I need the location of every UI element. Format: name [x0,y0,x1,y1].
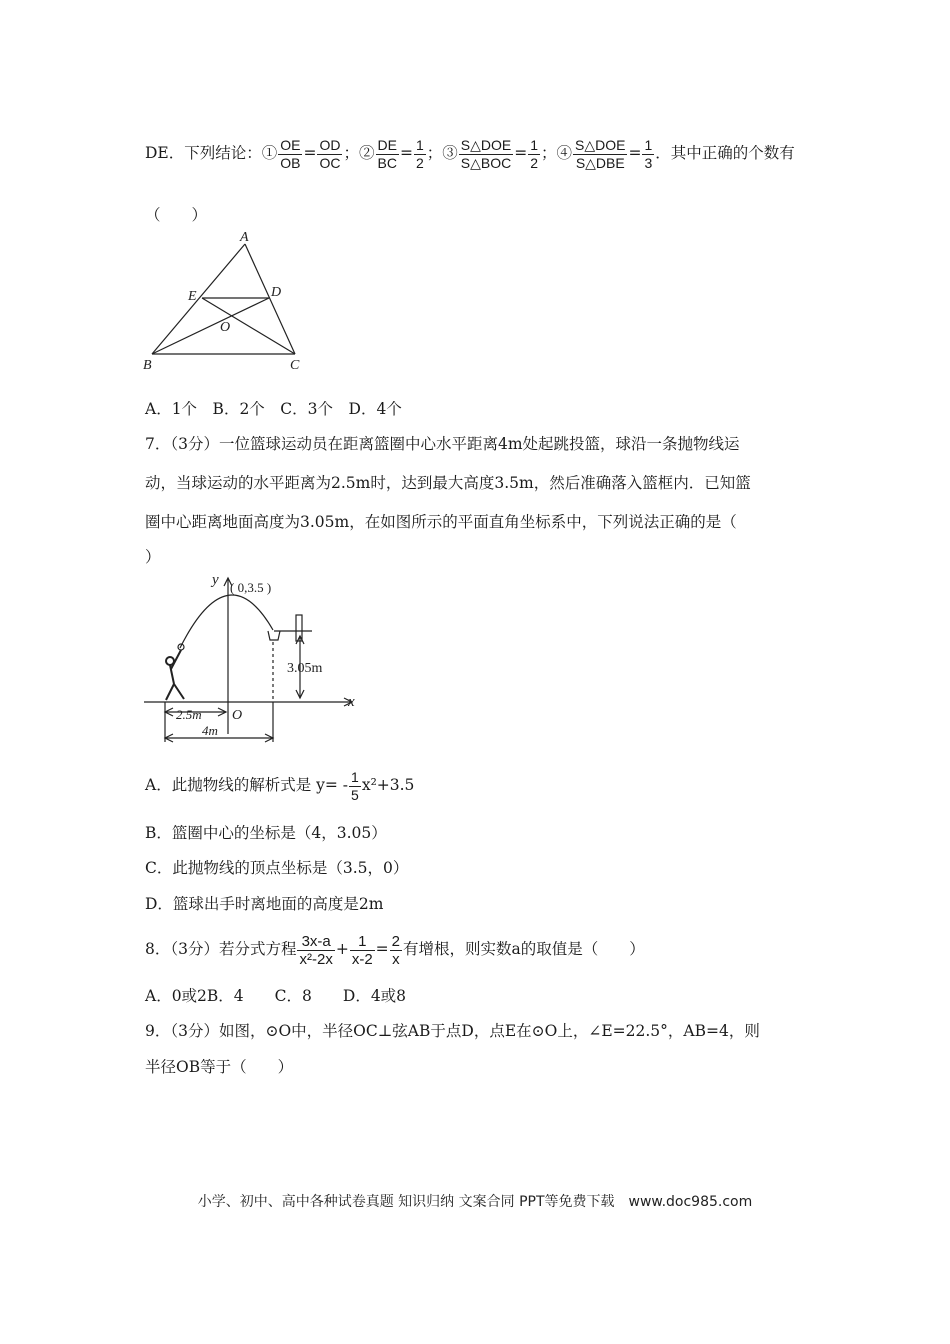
c3-left-fraction: $\frac{\text{S△DOE}}{\text{S△BOC}}$ [460,136,512,171]
label-e: E [188,289,197,304]
q6-conclusions: DE．下列结论：① $\frac{OE}{OB}$ = $\frac{OD}{OC}$ ；② $\frac{DE}{BC}$ = $\frac{1}{2}$ ；③ $\frac{\text{S△DOE}}{\text{S△BOC}}$ = $\frac{1}{2}$ ；④ $\frac{\text{S△DOE}}{\text{S△DBE}}$ = $\frac{1}{3}$ ．其中正确的个数有 [145,136,795,171]
segment-ce [202,298,295,354]
c4-left-fraction: $\frac{\text{S△DOE}}{\text{S△DBE}}$ [575,136,626,171]
label-vertex: ( 0,3.5 ) [230,580,272,595]
label-height: 3.05m [287,661,323,676]
label-origin: O [232,708,243,723]
q9-line2: 半径OB等于（ ） [145,1058,294,1076]
q7-option-c: C．此抛物线的顶点坐标是（3.5，0） [145,859,409,877]
q7-line3: 圈中心距离地面高度为3.05m，在如图所示的平面直角坐标系中，下列说法正确的是（ [145,513,737,531]
c3-right-fraction: $\frac{1}{2}$ [530,136,539,171]
side-ac [245,244,295,354]
q8-fraction-3: $\frac{2}{x}$ [391,932,401,968]
segment-bd [152,298,269,354]
label-d: D [271,285,282,300]
q8-stem: 8．（3分）若分式方程 $\frac{3x-a}{\text{x²-2x}}$ + $\frac{1}{x-2}$ = $\frac{2}{x}$ 有增根，则实数a的取值是（ ） [145,932,645,968]
label-a: A [240,232,249,245]
q6-lead: DE．下列结论：① [145,144,278,162]
parabola-curve [180,595,273,648]
c1-left-fraction: $\frac{OE}{OB}$ [280,136,301,171]
q8-fraction-1: $\frac{3x-a}{\text{x²-2x}}$ [299,932,333,968]
triangle-figure [140,232,315,372]
q8-fraction-2: $\frac{1}{x-2}$ [351,932,373,968]
q7-option-d: D．篮球出手时离地面的高度是2m [145,895,384,913]
label-x: x [348,694,355,710]
label-dist-2-5m: 2.5m [176,707,202,722]
hoop-net [268,631,280,640]
label-o: O [220,320,231,335]
q7-option-b: B．篮圈中心的坐标是（4，3.05） [145,824,387,842]
q7-line2: 动，当球运动的水平距离为2.5m时，达到最大高度3.5m，然后准确落入篮框内．已知篮 [145,474,751,492]
q8-options: A．0或2B．4 C．8 D．4或8 [145,987,407,1005]
c2-right-fraction: $\frac{1}{2}$ [415,136,424,171]
q6-tail: ．其中正确的个数有 [655,144,795,162]
side-ab [152,244,245,354]
label-y: y [212,572,219,588]
q9-line1: 9．（3分）如图，⊙O中，半径OC⊥弦AB于点D，点E在⊙O上，∠E=22.5°，AB=4，则 [145,1022,760,1040]
label-c: C [290,358,300,372]
player-icon [166,650,184,700]
basketball-figure [140,570,370,748]
q7-line1: 7．（3分）一位篮球运动员在距离篮圈中心水平距离4m处起跳投篮，球沿一条抛物线运 [145,435,740,453]
option-a-fraction: $\frac{1}{5}$ [351,768,359,803]
c1-right-fraction: $\frac{OD}{OC}$ [319,136,341,171]
q6-options: A．1个 B．2个 C．3个 D．4个 [145,400,402,418]
page-footer: 小学、初中、高中各种试卷真题 知识归纳 文案合同 PPT等免费下载 www.doc985.com [197,1194,753,1210]
c4-right-fraction: $\frac{1}{3}$ [644,136,653,171]
label-dist-4m: 4m [202,723,218,738]
c2-left-fraction: $\frac{DE}{BC}$ [377,136,397,171]
q7-option-a: A．此抛物线的解析式是 y= - $\frac{1}{5}$ x²+3.5 [145,768,415,803]
label-b: B [143,358,152,372]
q6-answer-paren: （ ） [145,206,208,224]
q7-line4: ） [145,548,161,566]
